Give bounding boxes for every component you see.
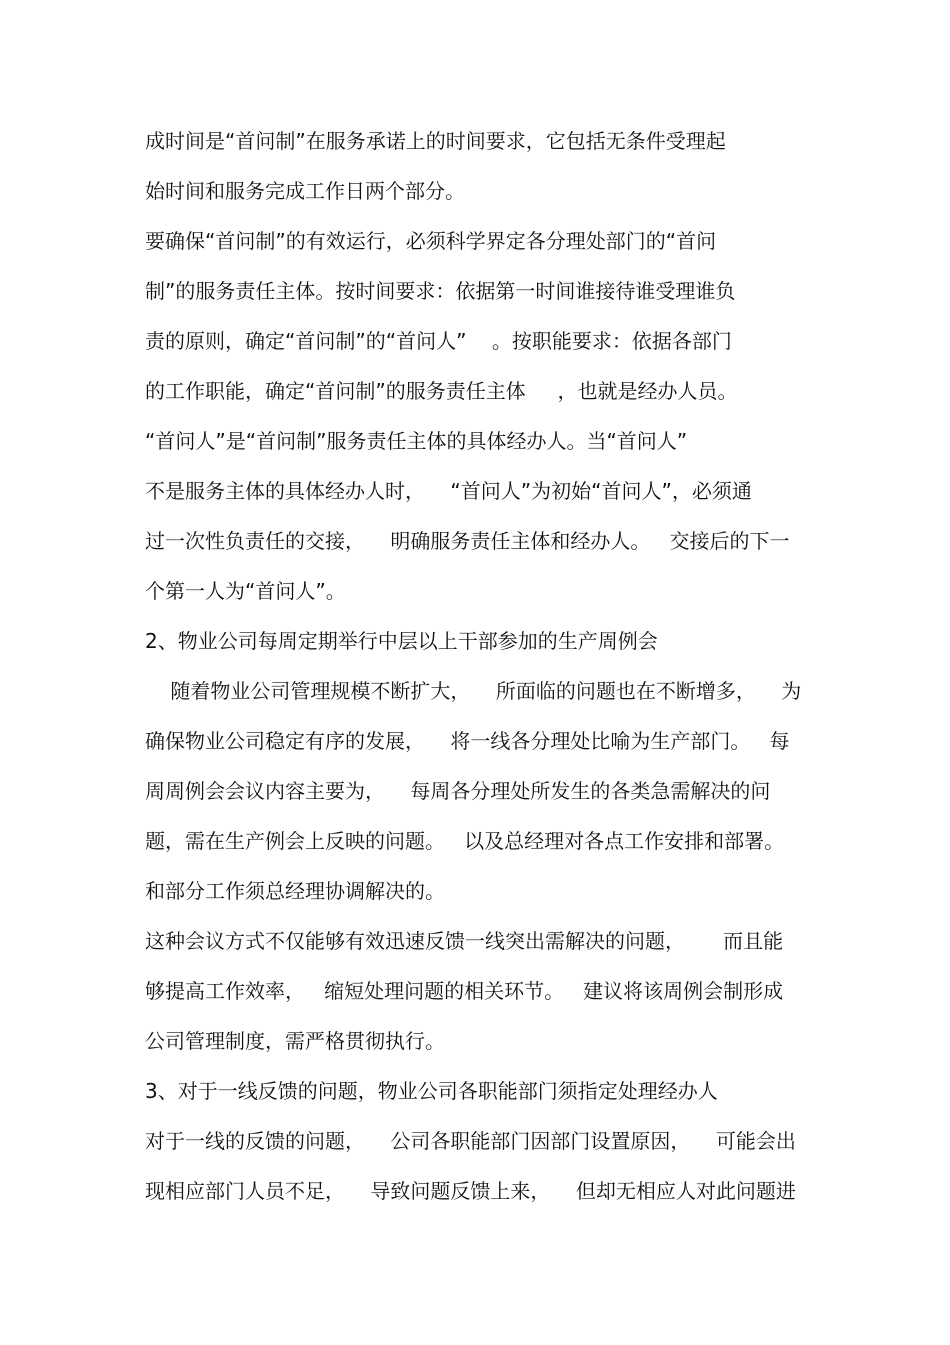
text-line-6: 的工作职能，确定“首问制”的服务责任主体 ，也就是经办人员。 [145,379,738,403]
text-line-17: 这种会议方式不仅能够有效迅速反馈一线突出需解决的问题， 而且能 [145,929,784,953]
text-line-18: 够提高工作效率， 缩短处理问题的相关环节。 建议将该周例会制形成 [145,979,784,1003]
text-line-21: 对于一线的反馈的问题， 公司各职能部门因部门设置原因， 可能会出 [145,1129,796,1153]
text-line-2: 始时间和服务完成工作日两个部分。 [145,179,465,203]
text-line-1: 成时间是“首问制”在服务承诺上的时间要求，它包括无条件受理起 [145,129,726,153]
text-line-12: 随着物业公司管理规模不断扩大， 所面临的问题也在不断增多， 为 [145,679,802,703]
text-line-16: 和部分工作须总经理协调解决的。 [145,879,445,903]
text-line-22: 现相应部门人员不足， 导致问题反馈上来， 但却无相应人对此问题进 [145,1179,796,1203]
section-heading-3: 3、对于一线反馈的问题，物业公司各职能部门须指定处理经办人 [145,1079,718,1103]
text-line-9: 过一次性负责任的交接， 明确服务责任主体和经办人。 交接后的下一 [145,529,790,553]
section-heading-2: 2、物业公司每周定期举行中层以上干部参加的生产周例会 [145,629,658,653]
text-line-15: 题，需在生产例会上反映的问题。 以及总经理对各点工作安排和部署。 [145,829,785,853]
text-line-19: 公司管理制度，需严格贯彻执行。 [145,1029,445,1053]
text-line-4: 制”的服务责任主体。按时间要求：依据第一时间谁接待谁受理谁负 [145,279,736,303]
text-line-13: 确保物业公司稳定有序的发展， 将一线各分理处比喻为生产部门。 每 [145,729,790,753]
text-line-14: 周周例会会议内容主要为， 每周各分理处所发生的各类急需解决的问 [145,779,771,803]
text-line-8: 不是服务主体的具体经办人时， “首问人”为初始“首问人”，必须通 [145,479,752,503]
text-line-3: 要确保“首问制”的有效运行，必须科学界定各分理处部门的“首问 [145,229,717,253]
text-line-7: “首问人”是“首问制”服务责任主体的具体经办人。当“首问人” [145,429,688,453]
text-line-5: 责的原则，确定“首问制”的“首问人” 。按职能要求：依据各部门 [145,329,732,353]
text-line-10: 个第一人为“首问人”。 [145,579,346,603]
